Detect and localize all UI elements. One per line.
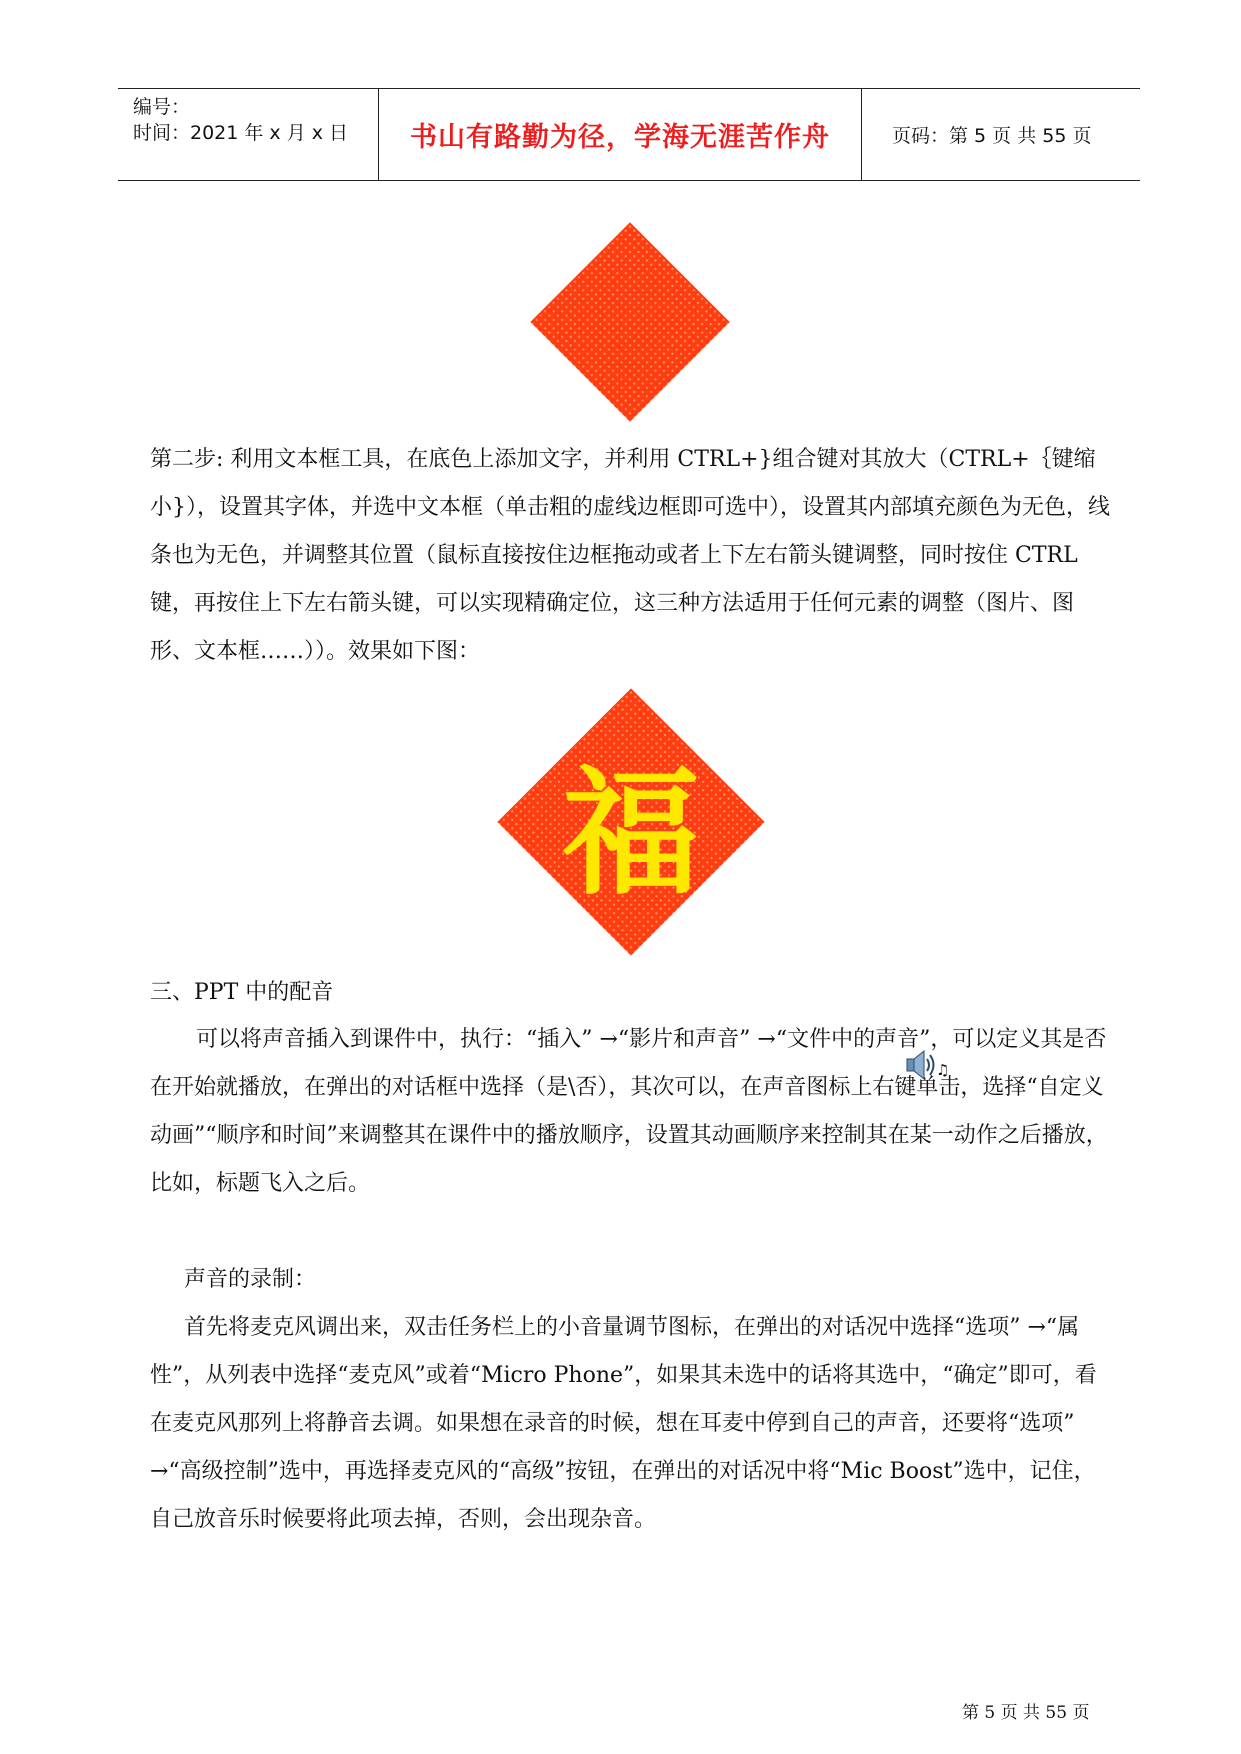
page-header <box>118 88 1140 181</box>
red-diamond-figure <box>530 222 730 422</box>
header-motto: 书山有路勤为径，学海无涯苦作舟 <box>410 122 830 153</box>
header-page-text: 页码：第 5 页 共 55 页 <box>892 125 1092 147</box>
section3-heading: 三、PPT 中的配音 <box>150 980 334 1005</box>
page-footer: 第 5 页 共 55 页 <box>962 1703 1090 1723</box>
fu-diamond-figure <box>497 688 765 956</box>
section3-paragraph: 可以将声音插入到课件中，执行：“插入” →“影片和声音” →“文件中的声音”，可以定义其是否在开始就播放，在弹出的对话框中选择（是\否），其次可以，在声音图标上右键单击，选择“自定义动画”“顺序和时间”来调整其在课件中的播放顺序，设置其动画顺序来控制其在某一动作之后播放，比如，标题飞入之后。 <box>150 1027 1108 1196</box>
red-diamond-shape <box>530 222 729 421</box>
step2-paragraph: 第二步: 利用文本框工具，在底色上添加文字，并利用 CTRL+}组合键对其放大（CTRL+｛键缩小}），设置其字体，并选中文本框（单击粗的虚线边框即可选中），设置其内部填充颜色为无色，线条也为无色，并调整其位置（鼠标直接按住边框拖动或者上下左右箭头键调整，同时按住 CTRL 键，再按住上下左右箭头键，可以实现精确定位，这三种方法适用于任何元素的调整（图片、图形、文本框……））。效果如下图： <box>150 447 1111 664</box>
svg-text:♫: ♫ <box>936 1061 950 1079</box>
header-meta <box>118 89 378 180</box>
speaker-icon <box>905 1048 950 1082</box>
header-page-info <box>862 89 1140 180</box>
fu-character: 福 <box>561 751 700 914</box>
header-motto-cell <box>378 89 862 180</box>
serial-label: 编号： <box>133 96 191 118</box>
header-date: 时间：2021 年 x 月 x 日 <box>133 122 349 144</box>
recording-paragraph: 首先将麦克风调出来，双击任务栏上的小音量调节图标，在弹出的对话况中选择“选项” →“属性”，从列表中选择“麦克风”或着“Micro Phone”，如果其未选中的话将其选中，“确定”即可，看在麦克风那列上将静音去调。如果想在录音的时候，想在耳麦中停到自己的声音，还要将“选项” →“高级控制”选中，再选择麦克风的“高级”按钮，在弹出的对话况中将“Mic Boost”选中，记住，自己放音乐时候要将此项去掉，否则，会出现杂音。 <box>150 1315 1097 1532</box>
recording-heading: 声音的录制： <box>184 1267 317 1292</box>
